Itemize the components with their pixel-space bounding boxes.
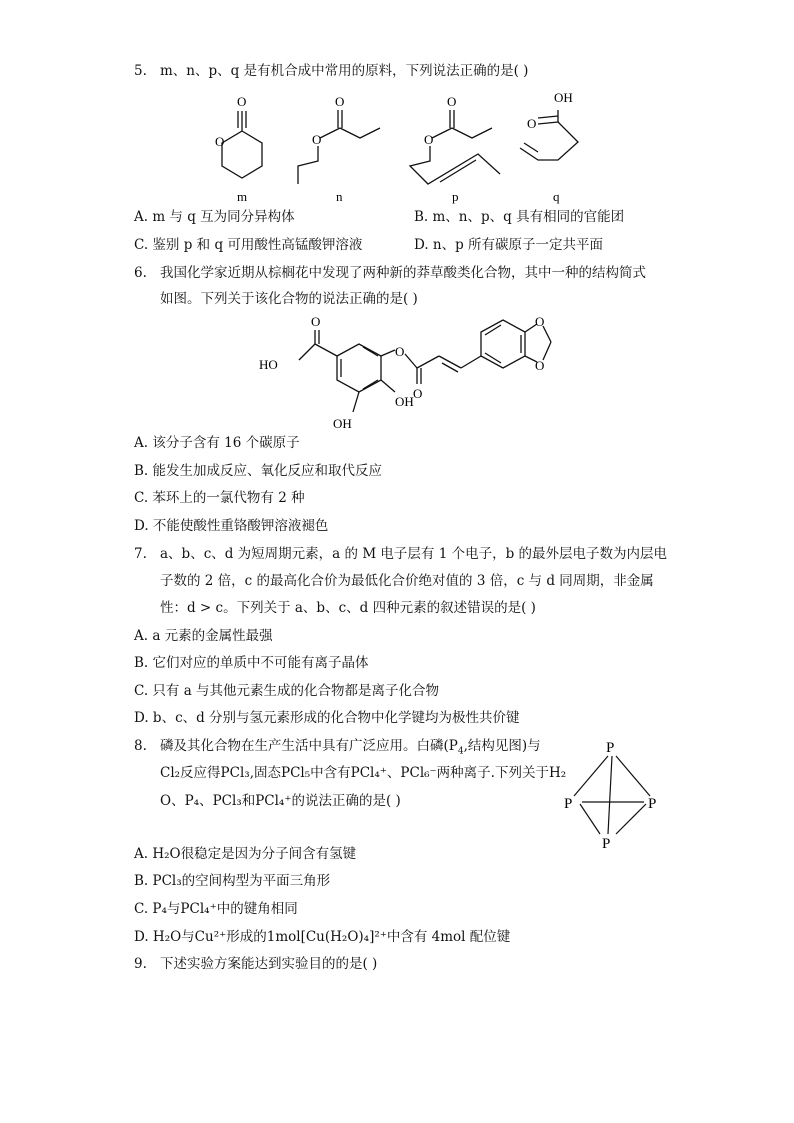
q-OH: OH [554, 90, 573, 105]
p-carbonyl-O: O [447, 94, 457, 109]
q5-number: 5. [134, 63, 147, 79]
q6-option-c: C. 苯环上的一氯代物有 2 种 [134, 490, 305, 506]
label-q: q [553, 189, 560, 204]
q6-OH-bottom: OH [333, 416, 352, 431]
q6-HO: HO [259, 357, 278, 372]
q6-stem-line2: 如图。下列关于该化合物的说法正确的是( ) [160, 291, 418, 307]
q6-number: 6. [134, 265, 147, 281]
m-ring-O: O [215, 134, 225, 149]
q7-stem-line3: 性：d > c。下列关于 a、b、c、d 四种元素的叙述错误的是( ) [160, 600, 536, 616]
q7-stem-line1: a、b、c、d 为短周期元素，a 的 M 电子层有 1 个电子，b 的最外层电子数为内层电 [160, 546, 668, 562]
q7-option-d: D. b、c、d 分别与氢元素形成的化合物中化学键均为极性共价键 [134, 710, 520, 726]
q5-option-a: A. m 与 q 互为同分异构体 [134, 209, 295, 225]
q8-option-d: D. H₂O与Cu²⁺形成的1mol[Cu(H₂O)₄]²⁺中含有 4mol 配位键 [134, 929, 511, 945]
q7-number: 7. [134, 546, 147, 562]
q6-carbonyl-O: O [413, 386, 423, 401]
p4-atom-bottom: P [602, 836, 611, 852]
q7-option-a: A. a 元素的金属性最强 [134, 628, 273, 644]
m-carbonyl-O: O [237, 94, 247, 109]
p4-structure [558, 736, 668, 854]
q5-structures [190, 86, 600, 208]
q7-option-b: B. 它们对应的单质中不可能有离子晶体 [134, 655, 369, 671]
p4-atom-right: P [648, 796, 657, 812]
q6-ester-O: O [395, 344, 405, 359]
n-carbonyl-O: O [335, 94, 345, 109]
q8-stem-line3: O、P₄、PCl₃和PCl₄⁺的说法正确的是( ) [160, 793, 401, 809]
q9-stem: 下述实验方案能达到实验目的的是( ) [160, 956, 378, 972]
q6-stem-line1: 我国化学家近期从棕榈花中发现了两种新的莽草酸类化合物，其中一种的结构简式 [160, 265, 646, 281]
q6-OH-right: OH [395, 394, 414, 409]
q6-option-b: B. 能发生加成反应、氧化反应和取代反应 [134, 463, 383, 479]
q7-stem-line2: 子数的 2 倍，c 的最高化合价为最低化合价绝对值的 3 倍，c 与 d 同周期，非金属 [160, 573, 654, 589]
q6-acid-O: O [311, 314, 321, 329]
label-p: p [452, 189, 459, 204]
label-m: m [237, 189, 248, 204]
q8-stem-line1: 磷及其化合物在生产生活中具有广泛应用。白磷($P_4$,结构见图)与 [160, 738, 541, 757]
p-ester-O: O [424, 132, 434, 147]
q9-number: 9. [134, 956, 147, 972]
q5-option-b: B. m、n、p、q 具有相同的官能团 [414, 209, 625, 225]
q6-option-d: D. 不能使酸性重铬酸钾溶液褪色 [134, 518, 329, 534]
q7-option-c: C. 只有 a 与其他元素生成的化合物都是离子化合物 [134, 683, 440, 699]
q5-option-c: C. 鉴别 p 和 q 可用酸性高锰酸钾溶液 [134, 237, 363, 253]
q6-dioxy-O-bottom: O [535, 358, 545, 373]
q8-stem-line2: Cl₂反应得PCl₃,固态PCl₅中含有PCl₄⁺、PCl₆⁻两种离子.下列关于H₂ [160, 765, 567, 781]
q-carbonyl-O: O [527, 116, 537, 131]
q6-option-a: A. 该分子含有 16 个碳原子 [134, 435, 300, 451]
q5-stem: m、n、p、q 是有机合成中常用的原料，下列说法正确的是( ) [160, 63, 529, 79]
q8-option-c: C. P₄与PCl₄⁺中的键角相同 [134, 901, 298, 917]
n-ester-O: O [312, 132, 322, 147]
p4-atom-left: P [564, 796, 573, 812]
q6-structure [255, 312, 555, 434]
p4-atom-top: P [606, 740, 615, 756]
q8-number: 8. [134, 738, 147, 754]
q6-dioxy-O-top: O [535, 314, 545, 329]
label-n: n [336, 189, 343, 204]
q8-option-b: B. PCl₃的空间构型为平面三角形 [134, 873, 331, 889]
q8-option-a: A. H₂O很稳定是因为分子间含有氢键 [134, 846, 357, 862]
q5-option-d: D. n、p 所有碳原子一定共平面 [414, 237, 604, 253]
